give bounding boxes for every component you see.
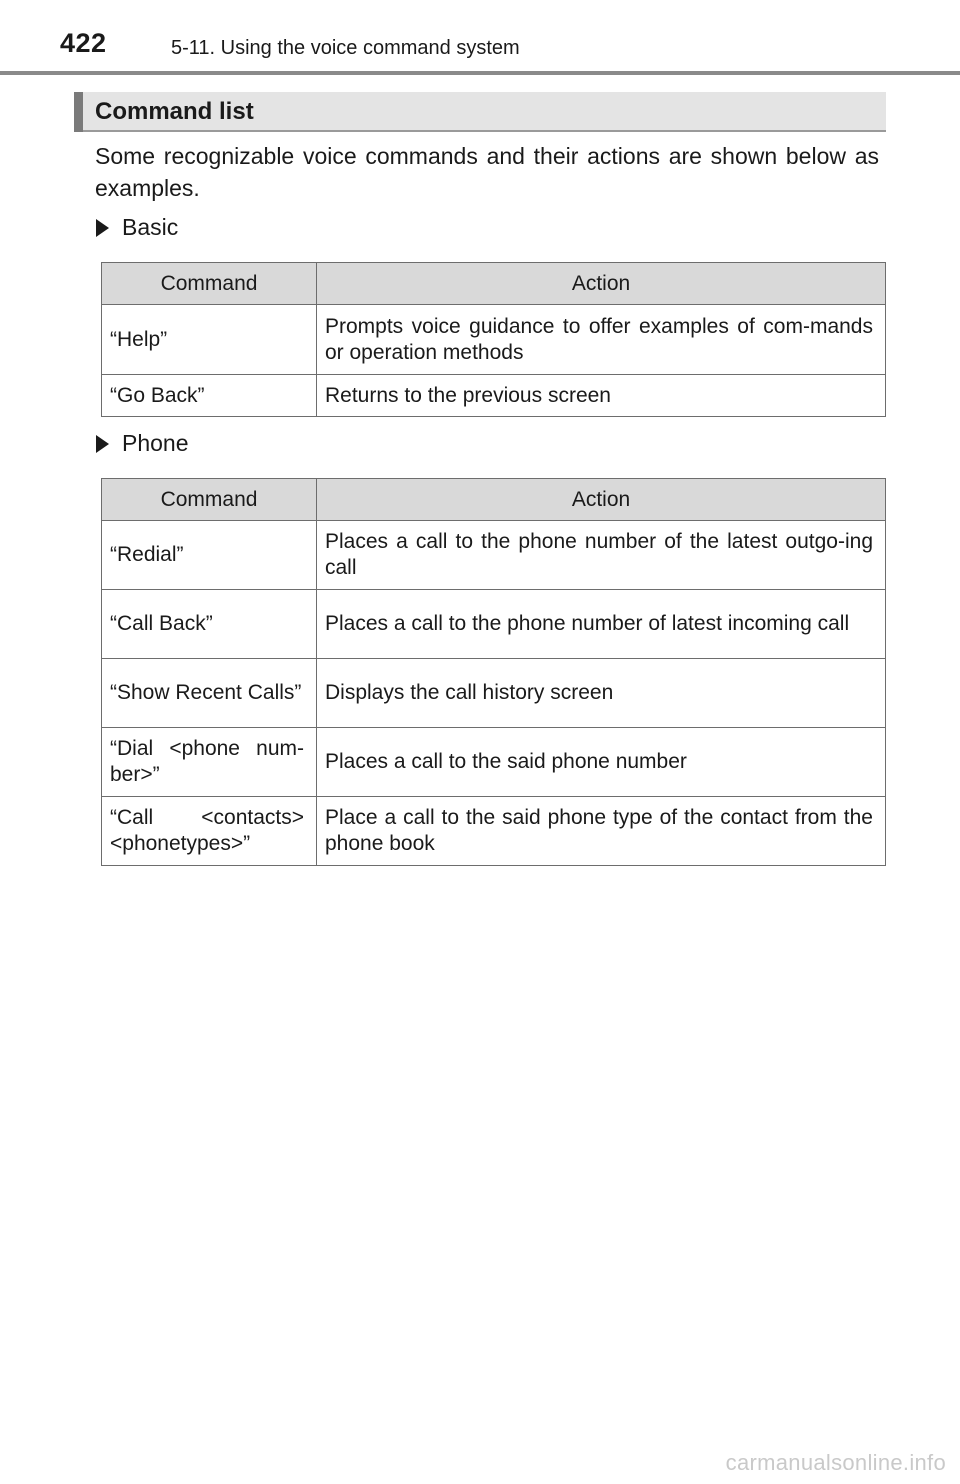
column-header-action: Action: [317, 263, 886, 305]
subheading-basic: [96, 214, 178, 244]
triangle-bullet-icon: [96, 435, 109, 453]
action-cell: Places a call to the phone number of the latest outgo-ing call: [317, 521, 886, 590]
subheading-basic-label: Basic: [122, 214, 179, 240]
table-row: [102, 305, 886, 375]
command-cell: “Redial”: [102, 521, 317, 590]
section-heading: Command list: [95, 98, 254, 125]
basic-commands-table: [101, 262, 886, 417]
table-row: [102, 521, 886, 590]
column-header-command: Command: [102, 263, 317, 305]
header-divider: [0, 71, 960, 75]
command-cell: “Help”: [102, 305, 317, 375]
column-header-command: Command: [102, 479, 317, 521]
action-cell: Displays the call history screen: [317, 659, 886, 728]
table-row: [102, 590, 886, 659]
page-header: [0, 0, 960, 76]
page-number: 422: [60, 28, 107, 58]
command-cell: “Show Recent Calls”: [102, 659, 317, 728]
table-row: [102, 797, 886, 866]
heading-accent: [74, 92, 83, 132]
action-cell: Prompts voice guidance to offer examples of com-mands or operation methods: [317, 305, 886, 375]
action-cell: Places a call to the phone number of latest incoming call: [317, 590, 886, 659]
heading-bar: [74, 92, 886, 132]
table-row: [102, 728, 886, 797]
action-cell: Place a call to the said phone type of the contact from the phone book: [317, 797, 886, 866]
command-cell: “Go Back”: [102, 375, 317, 417]
watermark: carmanualsonline.info: [725, 1450, 946, 1475]
subheading-phone: [96, 430, 189, 460]
action-cell: Returns to the previous screen: [317, 375, 886, 417]
command-cell: “Call Back”: [102, 590, 317, 659]
section-title: 5-11. Using the voice command system: [171, 37, 520, 59]
intro-paragraph: Some recognizable voice commands and their actions are shown below as examples.: [95, 143, 879, 201]
column-header-action: Action: [317, 479, 886, 521]
table-row: [102, 659, 886, 728]
subheading-phone-label: Phone: [122, 430, 189, 456]
command-cell: “Call <contacts> <phonetypes>”: [102, 797, 317, 866]
phone-commands-table: [101, 478, 886, 866]
table-header-row: [102, 479, 886, 521]
action-cell: Places a call to the said phone number: [317, 728, 886, 797]
table-header-row: [102, 263, 886, 305]
command-cell: “Dial <phone num-ber>”: [102, 728, 317, 797]
table-row: [102, 375, 886, 417]
triangle-bullet-icon: [96, 219, 109, 237]
